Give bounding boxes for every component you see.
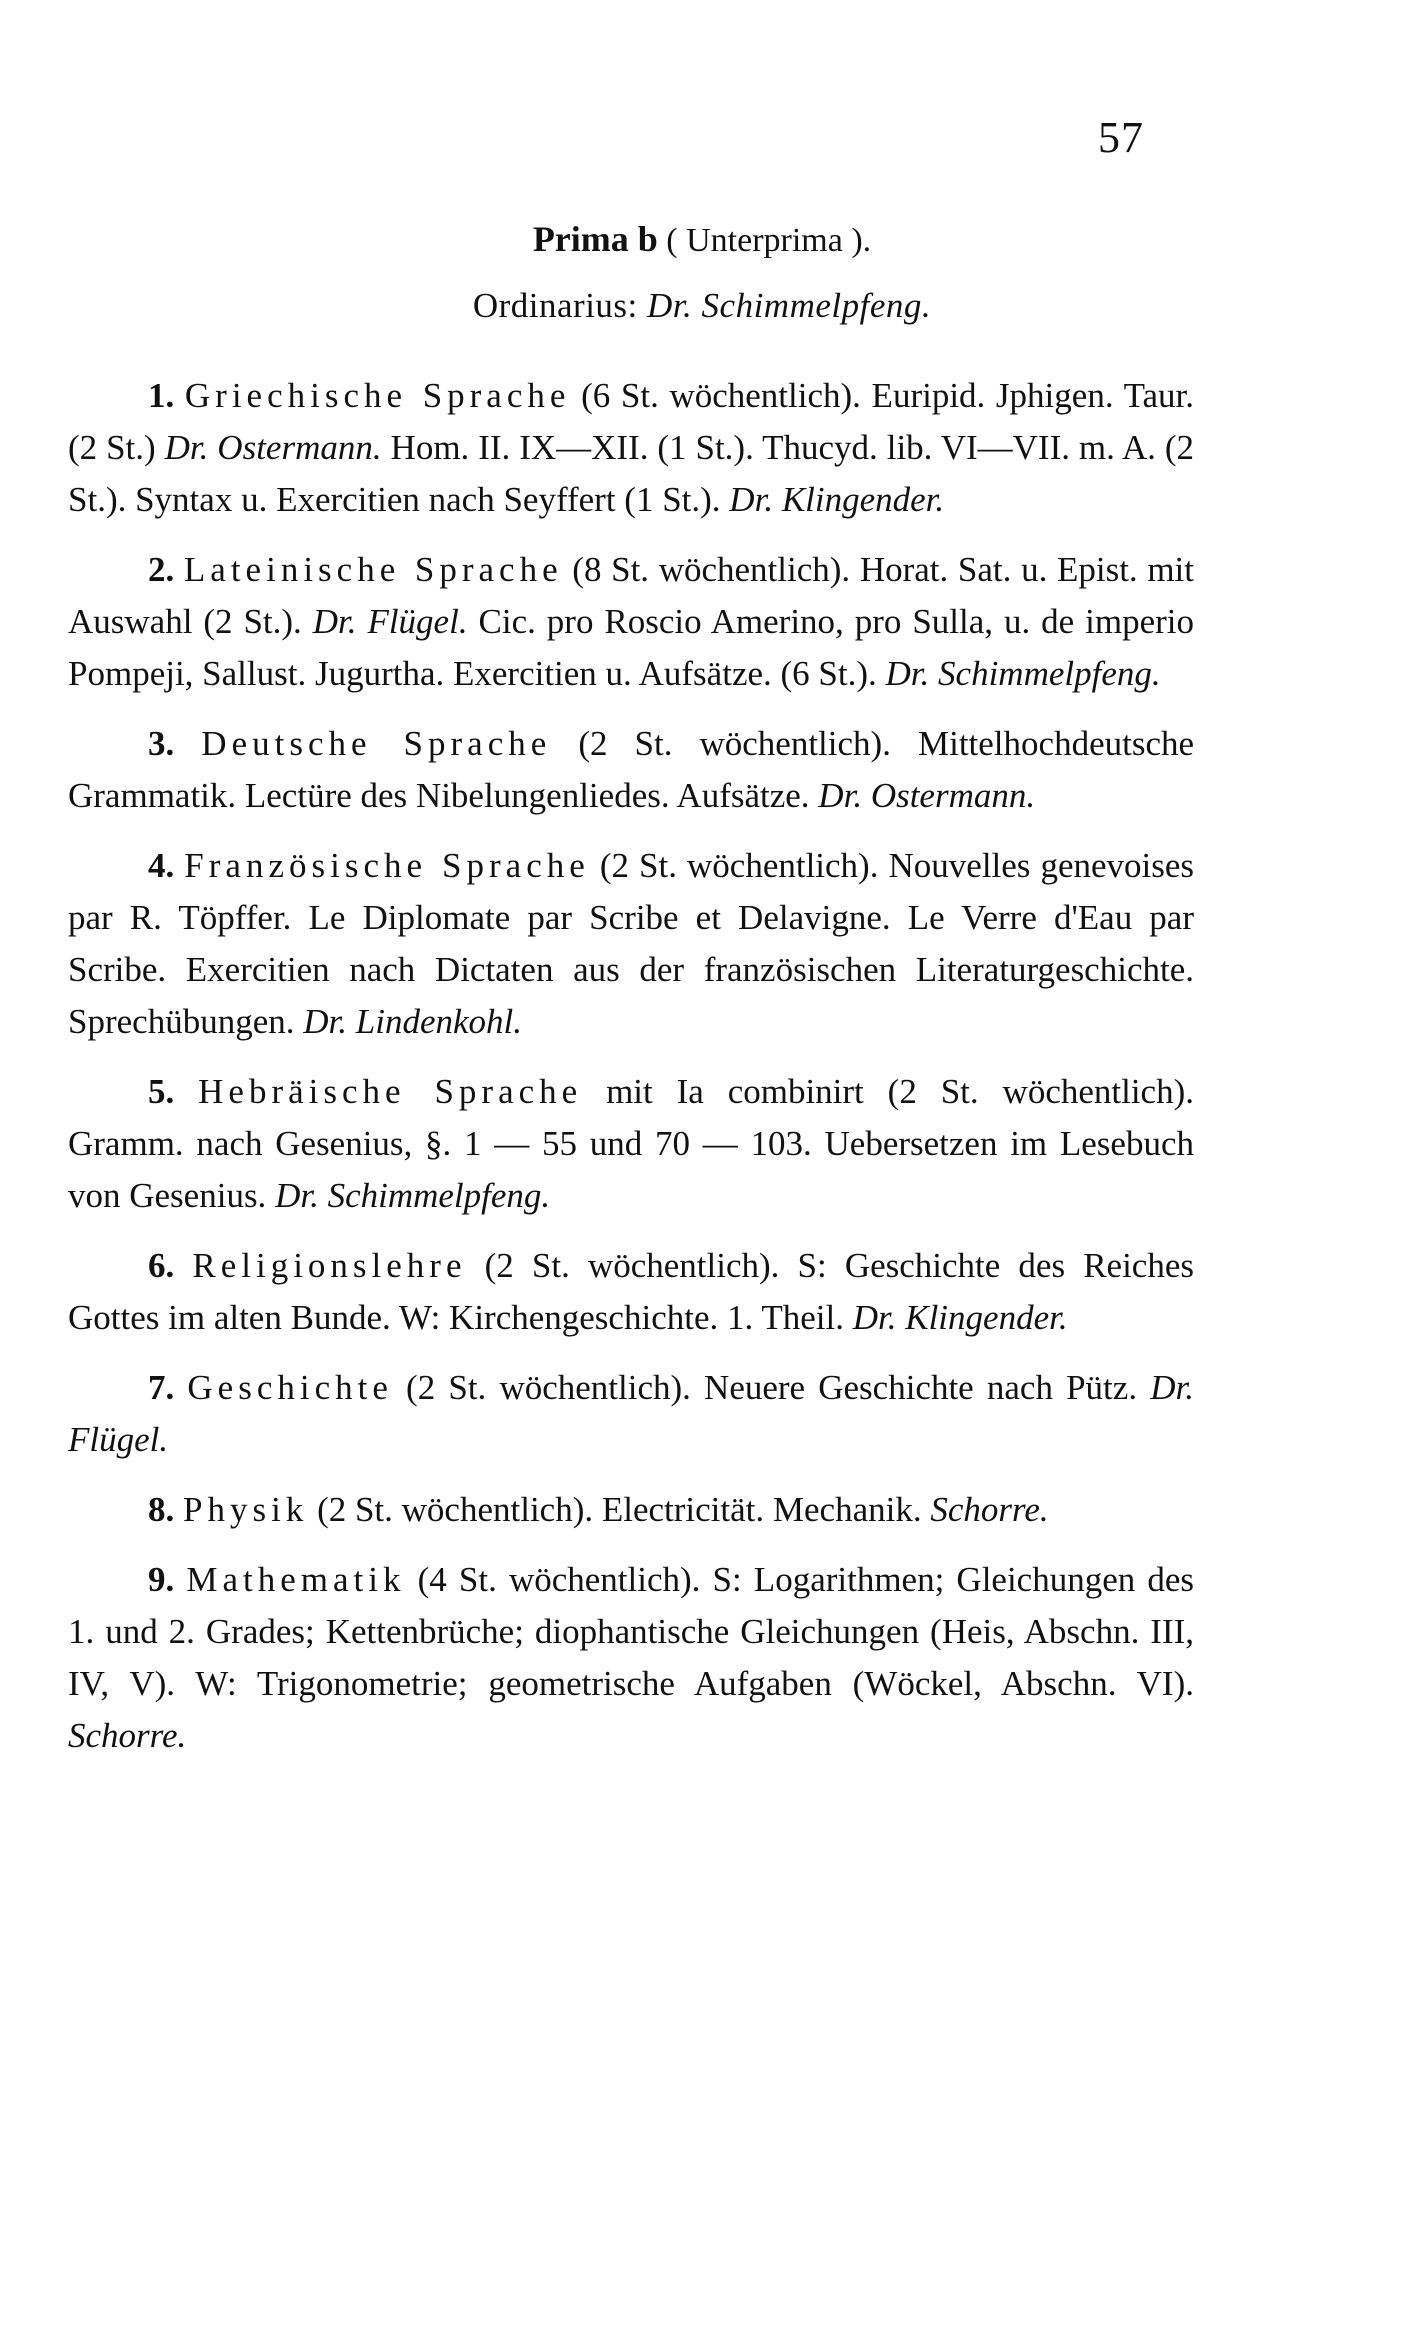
subject-teacher-secondary: Dr. Klingender. <box>729 480 945 519</box>
subject-text: (6 St. wöchentlich). Euripid. Jphigen. Taur. (2 St.) <box>68 376 1195 467</box>
subject-list <box>68 370 1194 1780</box>
heading-title: Prima b <box>532 219 658 259</box>
subject-number: 7. <box>148 1368 175 1407</box>
subject-text-continued: Hom. II. IX—XII. (1 St.). Thucyd. lib. VI—VII. m. A. (2 St.). Syntax u. Exercitien nach Seyffert (1 St.). <box>68 428 1194 519</box>
ordinarius-line <box>0 286 1404 326</box>
subject-teacher: Dr. Klingender. <box>852 1298 1068 1337</box>
subject-text: (4 St. wöchentlich). S: Logarithmen; Gleichungen des 1. und 2. Grades; Kettenbrüche; diophantische Gleichungen (Heis, Abschn. III, IV, V). W: Trigonometrie; geometrische Aufgaben (Wöckel, Abschn. VI). <box>68 1560 1195 1703</box>
subject-name: Mathematik <box>186 1560 406 1599</box>
subject-number: 1. <box>148 376 175 415</box>
subject-text: mit Ia combinirt (2 St. wöchentlich). Gramm. nach Gesenius, §. 1 — 55 und 70 — 103. Uebersetzen im Lesebuch von Gesenius. <box>68 1072 1194 1215</box>
subject-paragraph <box>68 1240 1194 1344</box>
page-number: 57 <box>1098 113 1144 162</box>
ordinarius-name: Dr. Schimmelpfeng. <box>647 286 932 325</box>
subject-number: 3. <box>148 724 175 763</box>
subject-name: Französische Sprache <box>184 846 590 885</box>
subject-name: Religionslehre <box>192 1246 467 1285</box>
subject-teacher: Dr. Ostermann. <box>818 776 1036 815</box>
subject-name: Lateinische Sprache <box>183 550 563 589</box>
subject-text: (2 St. wöchentlich). Electricität. Mechanik. <box>317 1490 931 1529</box>
subject-number: 6. <box>148 1246 175 1285</box>
subject-teacher: Dr. Flügel. <box>68 1368 1194 1459</box>
subject-text: (2 St. wöchentlich). Neuere Geschichte nach Pütz. <box>406 1368 1151 1407</box>
heading-subtitle: ( Unterprima ). <box>666 222 872 259</box>
subject-name: Deutsche Sprache <box>201 724 552 763</box>
subject-text: (8 St. wöchentlich). Horat. Sat. u. Epist. mit Auswahl (2 St.). <box>68 550 1195 641</box>
subject-text: (2 St. wöchentlich). Nouvelles genevoises par R. Töpffer. Le Diplomate par Scribe et Delavigne. Le Verre d'Eau par Scribe. Exercitien nach Dictaten aus der französischen Literaturgeschichte. Sprechübungen. <box>68 846 1195 1041</box>
subject-number: 2. <box>148 550 175 589</box>
subject-number: 5. <box>148 1072 175 1111</box>
subject-paragraph <box>68 1484 1194 1536</box>
subject-teacher: Dr. Lindenkohl. <box>303 1002 522 1041</box>
subject-name: Griechische Sprache <box>184 376 571 415</box>
subject-text: (2 St. wöchentlich). S: Geschichte des Reiches Gottes im alten Bunde. W: Kirchengeschichte. 1. Theil. <box>68 1246 1195 1337</box>
subject-paragraph <box>68 1554 1194 1762</box>
subject-teacher: Dr. Schimmelpfeng. <box>275 1176 551 1215</box>
subject-name: Hebräische Sprache <box>198 1072 583 1111</box>
subject-paragraph <box>68 1362 1194 1466</box>
subject-teacher: Dr. Flügel. <box>312 602 468 641</box>
subject-paragraph <box>68 840 1194 1048</box>
subject-text: (2 St. wöchentlich). Mittelhochdeutsche Grammatik. Lectüre des Nibelungenliedes. Aufsätze. <box>68 724 1195 815</box>
subject-teacher: Schorre. <box>68 1716 187 1755</box>
subject-number: 8. <box>148 1490 175 1529</box>
subject-number: 9. <box>148 1560 175 1599</box>
subject-teacher: Schorre. <box>930 1490 1049 1529</box>
subject-paragraph <box>68 370 1194 526</box>
ordinarius-label: Ordinarius: <box>472 286 638 325</box>
subject-teacher-secondary: Dr. Schimmelpfeng. <box>885 654 1161 693</box>
section-heading <box>0 218 1404 260</box>
subject-paragraph <box>68 544 1194 700</box>
subject-name: Physik <box>183 1490 309 1529</box>
subject-name: Geschichte <box>187 1368 393 1407</box>
subject-text-continued: Cic. pro Roscio Amerino, pro Sulla, u. de imperio Pompeji, Sallust. Jugurtha. Exercitien u. Aufsätze. (6 St.). <box>68 602 1194 693</box>
subject-paragraph <box>68 718 1194 822</box>
subject-number: 4. <box>148 846 175 885</box>
subject-teacher: Dr. Ostermann. <box>164 428 382 467</box>
subject-paragraph <box>68 1066 1194 1222</box>
